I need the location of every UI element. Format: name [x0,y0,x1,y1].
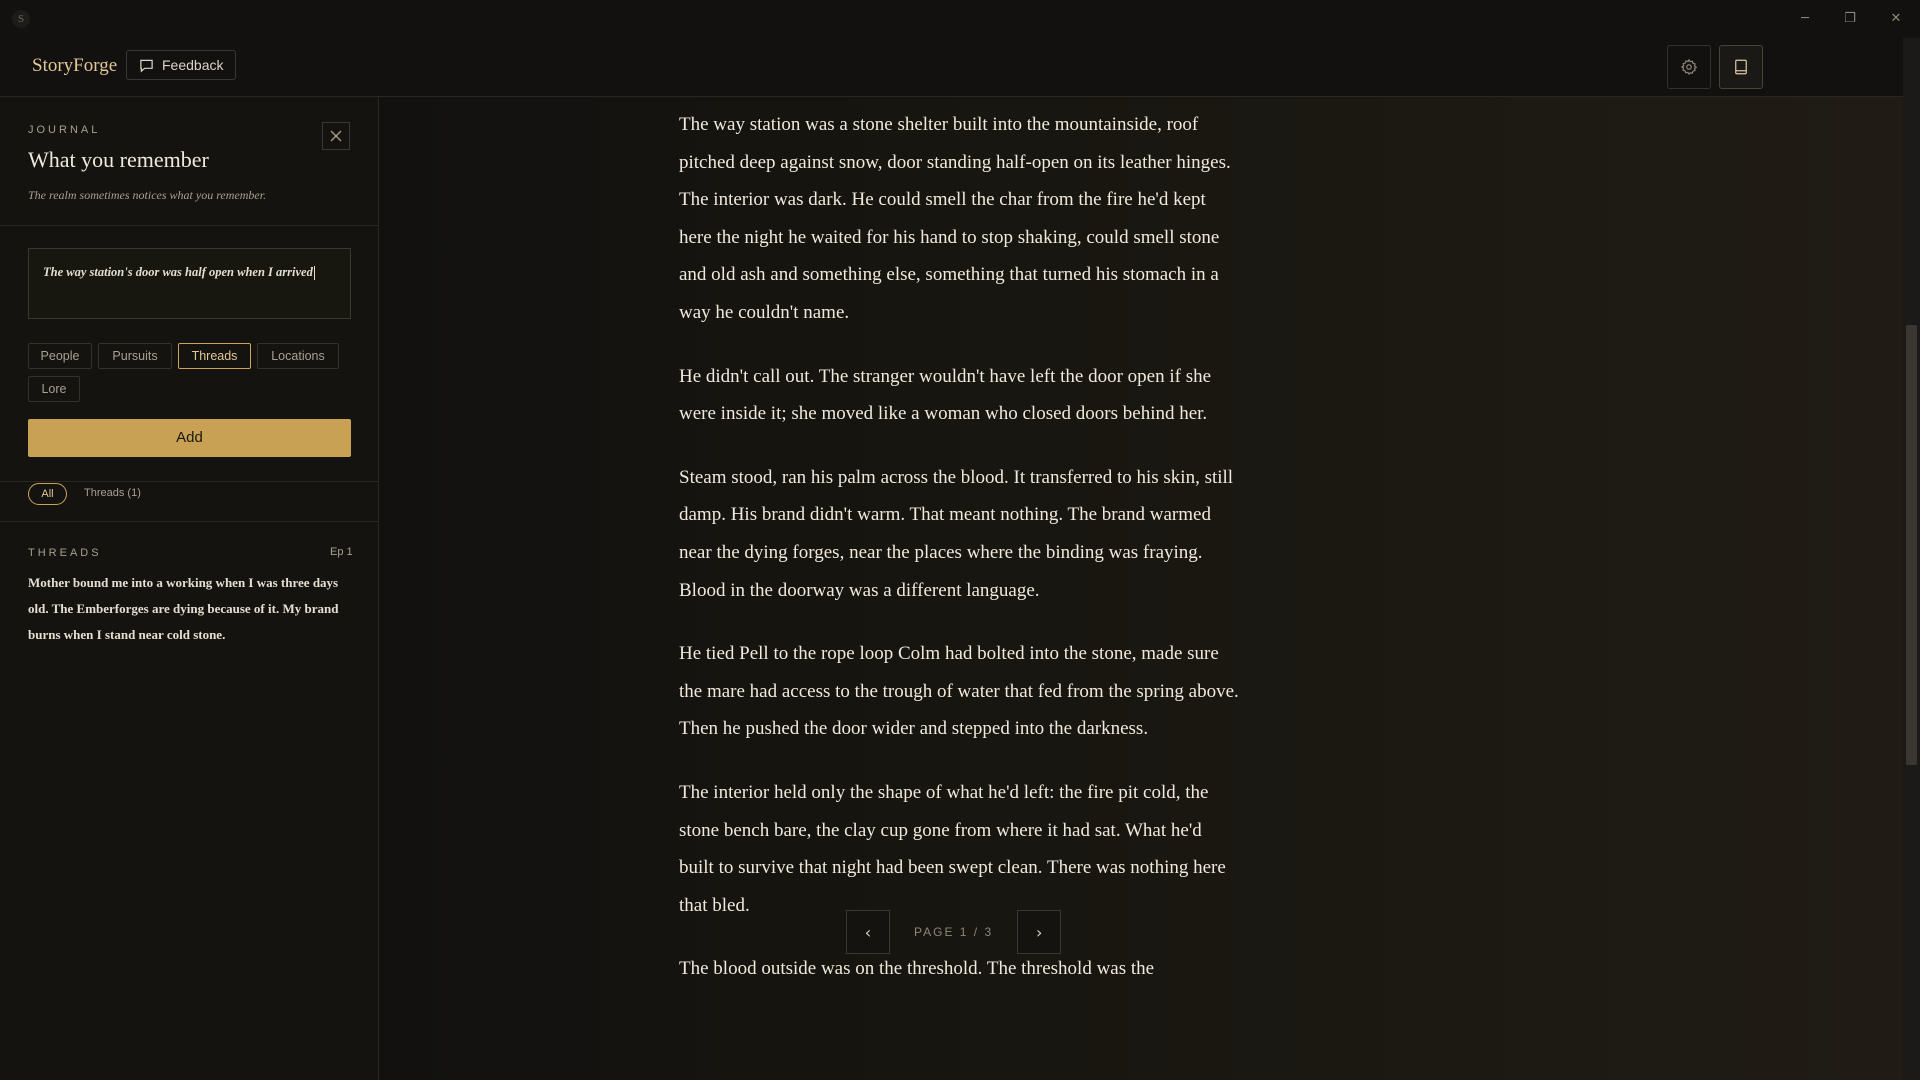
maximize-button[interactable]: ❐ [1844,11,1856,26]
journal-kicker: JOURNAL [28,124,101,136]
story-paragraph: He didn't call out. The stranger wouldn't have left the door open if she were inside it; she moved like a woman who closed doors behind her. [679,365,1212,425]
window-titlebar [0,0,1920,38]
episode-badge: Ep 1 [330,546,353,558]
section-label: THREADS [28,547,102,559]
story-text [679,97,1239,1014]
close-icon [330,130,342,142]
page-indicator: PAGE 1 / 3 [914,925,994,939]
memory-input-value: The way station's door was half open when I arrived [43,265,313,279]
divider [0,481,378,482]
close-window-button[interactable]: ✕ [1890,11,1902,26]
memory-input-text [43,265,315,280]
add-button[interactable]: Add [28,419,351,457]
feedback-button[interactable] [126,50,236,80]
story-paragraph: The interior held only the shape of what he'd left: the fire pit cold, the stone bench bare, the clay cup gone from where it had sat. What he'd built to survive that night had been swept clean. There was nothing here that bled. [679,781,1226,916]
book-icon [1732,58,1750,76]
story-paragraph: He tied Pell to the rope loop Colm had bolted into the stone, made sure the mare had access to the trough of water that fed from the spring above. Then he pushed the door wider and stepped into the darkness. [679,643,1239,740]
scrollbar[interactable] [1903,38,1920,1080]
journal-subtitle: The realm sometimes notices what you remember. [28,188,267,202]
app-icon: S [12,10,30,28]
scroll-thumb[interactable] [1906,325,1917,765]
memory-input[interactable] [28,248,351,319]
text-caret [314,266,315,280]
category-people[interactable]: People [28,343,92,369]
category-lore[interactable]: Lore [28,376,80,402]
divider [0,225,378,226]
next-page-button[interactable]: › [1017,910,1061,954]
settings-button[interactable] [1667,45,1711,89]
brand-logo[interactable]: StoryForge [32,55,118,76]
story-paragraph: Steam stood, ran his palm across the blood. It transferred to his skin, still damp. His brand didn't warm. That meant nothing. The brand warmed near the dying forges, near the places where the binding was fraying. Blood in the doorway was a different language. [679,466,1234,601]
story-paragraph: The blood outside was on the threshold. The threshold was the [679,958,1155,980]
app-header [0,38,1903,97]
category-pursuits[interactable]: Pursuits [98,343,172,369]
memory-entry: Mother bound me into a working when I was three days old. The Emberforges are dying because of it. My brand burns when I stand near cold stone. [28,575,339,642]
filter-all[interactable]: All [28,483,67,505]
category-threads[interactable]: Threads [178,343,251,369]
story-reader [379,97,1903,1080]
previous-page-button[interactable]: ‹ [846,910,890,954]
journal-toggle-button[interactable] [1719,45,1763,89]
category-locations[interactable]: Locations [257,343,339,369]
journal-sidebar [0,97,379,1080]
journal-title: What you remember [28,147,209,172]
chat-bubble-icon [139,58,154,73]
feedback-label: Feedback [162,57,224,73]
filter-threads[interactable]: Threads (1) [84,487,141,499]
pagination [846,910,1061,954]
divider [0,521,378,522]
minimize-button[interactable]: ─ [1801,11,1809,26]
close-journal-button[interactable] [322,122,350,150]
gear-icon [1680,58,1698,76]
story-paragraph: The way station was a stone shelter built into the mountainside, roof pitched deep against snow, door standing half-open on its leather hinges. The interior was dark. He could smell the char from the fire he'd kept here the night he waited for his hand to stop shaking, could smell stone and old ash and something else, something that turned his stomach in a way he couldn't name. [679,114,1231,323]
